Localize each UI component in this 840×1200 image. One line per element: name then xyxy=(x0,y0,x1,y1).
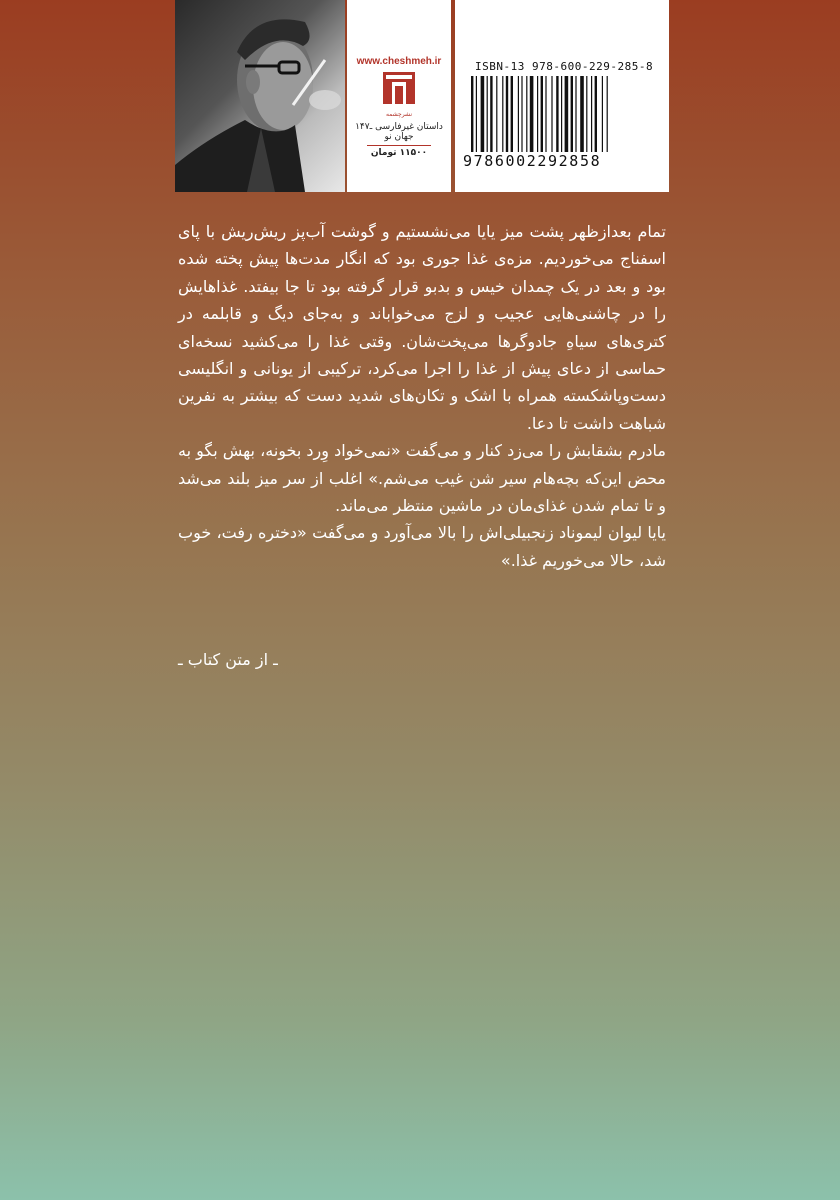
price-label: ۱۱۵۰۰ تومان xyxy=(370,148,428,158)
author-portrait-icon xyxy=(175,0,345,192)
paragraph-3: یایا لیوان لیموناد زنجبیلی‌اش را بالا می‌آورد و می‌گفت «دختره رفت، خوب شد، حالا می‌خوریم غذا.» xyxy=(178,523,666,570)
top-panels xyxy=(175,0,669,192)
subseries-label: جهان نو xyxy=(384,132,414,142)
paragraph-2: مادرم بشقابش را می‌زد کنار و می‌گفت «نمی‌خواد وِرد بخونه، بهش بگو به محض این‌که بچه‌هام سیر شن غیب می‌شم.» اغلب از سر میز بلند می‌شد و تا تمام شدن غذای‌مان در ماشین منتظر می‌ماند. xyxy=(178,441,666,516)
divider xyxy=(367,145,431,146)
paragraph-1: تمام بعدازظهر پشت میز یایا می‌نشستیم و گوشت آب‌پز ریش‌ریش با پای اسفناج می‌خوردیم. مزه‌ی غذا جوری بود که انگار مدت‌ها پیش پخته شده بود و بعد در یک چمدان خیس و بدبو قرار گرفته بود تا جا بیفتد. غذاهایش را در چاشنی‌هایی عجیب و لزج می‌خواباند و به‌جای دیگ و قابلمه در کتری‌های سیاهِ جادوگرها می‌پخت‌شان. وقتی غذا را می‌کشید نسخه‌ای حماسی از دعای پیش از غذا را اجرا می‌کرد، ترکیبی از یونانی و انگلیسی دست‌وپاشکسته همراه با اشک و تکان‌های شدید دست که بیشتر به نفرین شباهت داشت تا دعا. xyxy=(178,222,666,433)
series-label: داستان غیرفارسی ـ۱۴۷ xyxy=(355,122,443,132)
isbn-digits: 9786002292858 xyxy=(463,152,602,170)
excerpt-text xyxy=(178,218,666,574)
publisher-url[interactable]: www.cheshmeh.ir xyxy=(356,56,442,67)
publisher-panel xyxy=(347,0,451,192)
cheshmeh-logo-icon xyxy=(382,71,416,105)
excerpt-source-label: ـ از متن کتاب ـ xyxy=(178,650,278,669)
barcode-panel xyxy=(455,0,669,192)
barcode-icon xyxy=(471,76,651,152)
author-photo xyxy=(175,0,345,192)
publisher-name: نشرچشمه xyxy=(385,111,413,118)
isbn-label: ISBN-13 978-600-229-285-8 xyxy=(475,60,654,73)
